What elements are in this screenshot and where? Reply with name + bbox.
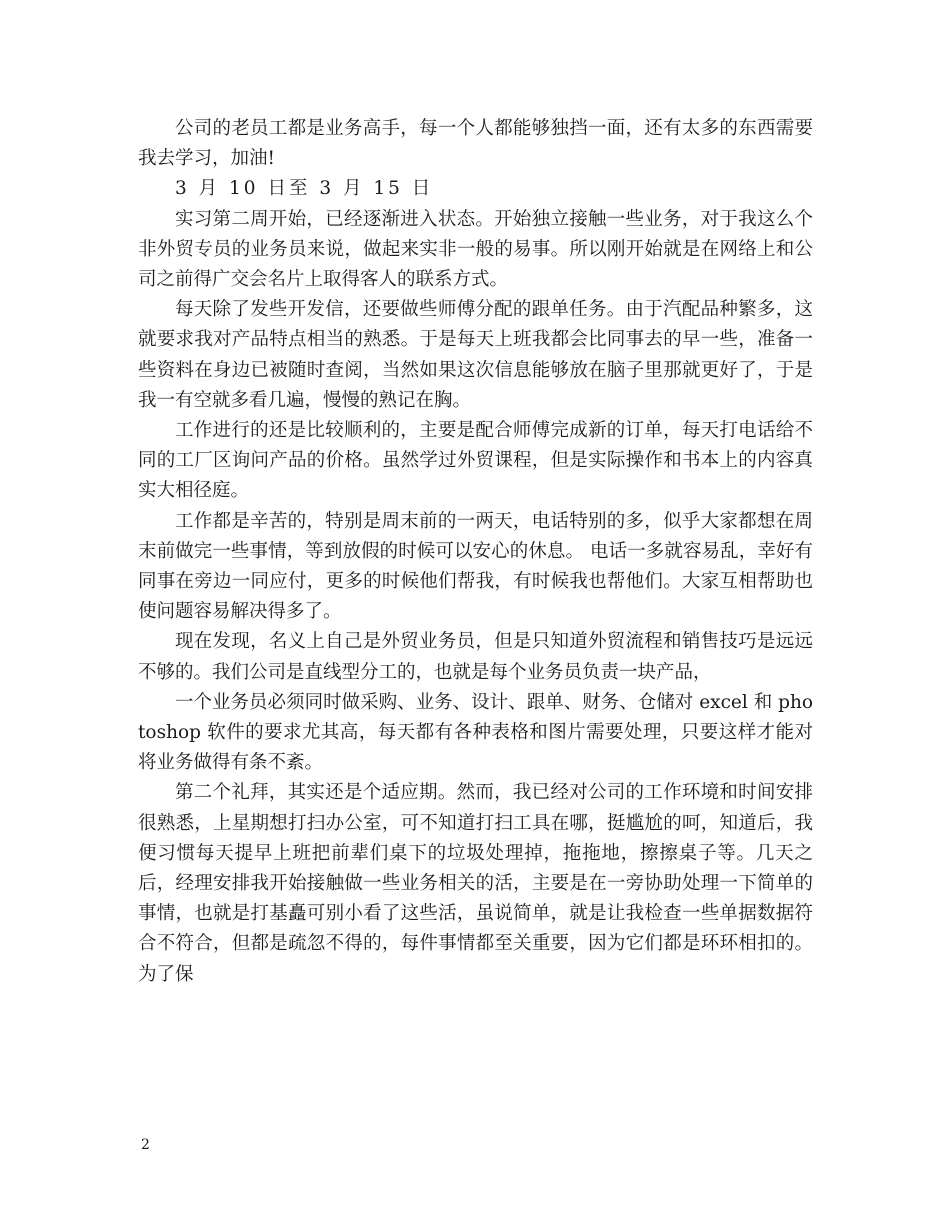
paragraph-2: 实习第二周开始，已经逐渐进入状态。开始独立接触一些业务，对于我这么个非外贸专员的业务员来说，做起来实非一般的易事。所以刚开始就是在网络上和公司之前得广交会名片上取得客人的联系方式。 xyxy=(138,208,813,291)
paragraph-8: 第二个礼拜，其实还是个适应期。然而，我已经对公司的工作环境和时间安排很熟悉，上星期想打扫办公室，可不知道打扫工具在哪，挺尴尬的呵，知道后，我便习惯每天提早上班把前辈们桌下的垃圾处理掉，拖拖地，擦擦桌子等。几天之后，经理安排我开始接触做一些业务相关的活，主要是在一旁协助处理一下简单的事情，也就是打基矗可别小看了这些活，虽说简单，就是让我检查一些单据数据符合不符合，但都是疏忽不得的，每件事情都至关重要，因为它们都是环环相扣的。为了保 xyxy=(138,782,813,985)
paragraph-4: 工作进行的还是比较顺利的，主要是配合师傅完成新的订单，每天打电话给不同的工厂区询问产品的价格。虽然学过外贸课程，但是实际操作和书本上的内容真实大相径庭。 xyxy=(138,420,813,502)
paragraph-1: 公司的老员工都是业务高手，每一个人都能够独挡一面，还有太多的东西需要我去学习，加油! xyxy=(138,118,813,170)
document-body xyxy=(138,114,813,990)
paragraph-7: 一个业务员必须同时做采购、业务、设计、跟单、财务、仓储对 excel 和 photoshop 软件的要求尤其高，每天都有各种表格和图片需要处理，只要这样才能对将业务做得有条不紊。 xyxy=(138,691,813,774)
paragraph-6: 现在发现，名义上自己是外贸业务员，但是只知道外贸流程和销售技巧是远远不够的。我们公司是直线型分工的，也就是每个业务员负责一块产品， xyxy=(138,631,813,683)
paragraph-5: 工作都是辛苦的，特别是周末前的一两天，电话特别的多，似乎大家都想在周末前做完一些事情，等到放假的时候可以安心的休息。 电话一多就容易乱，幸好有同事在旁边一同应付，更多的时候他们帮我，有时候我也帮他们。大家互相帮助也使问题容易解决得多了。 xyxy=(138,510,813,623)
paragraph-3: 每天除了发些开发信，还要做些师傅分配的跟单任务。由于汽配品种繁多，这就要求我对产品特点相当的熟悉。于是每天上班我都会比同事去的早一些，准备一些资料在身边已被随时查阅，当然如果这次信息能够放在脑子里那就更好了，于是我一有空就多看几遍，慢慢的熟记在胸。 xyxy=(138,299,813,411)
page-number: 2 xyxy=(141,1137,150,1153)
date-range-heading: 3 月 10 日至 3 月 15 日 xyxy=(175,178,434,200)
